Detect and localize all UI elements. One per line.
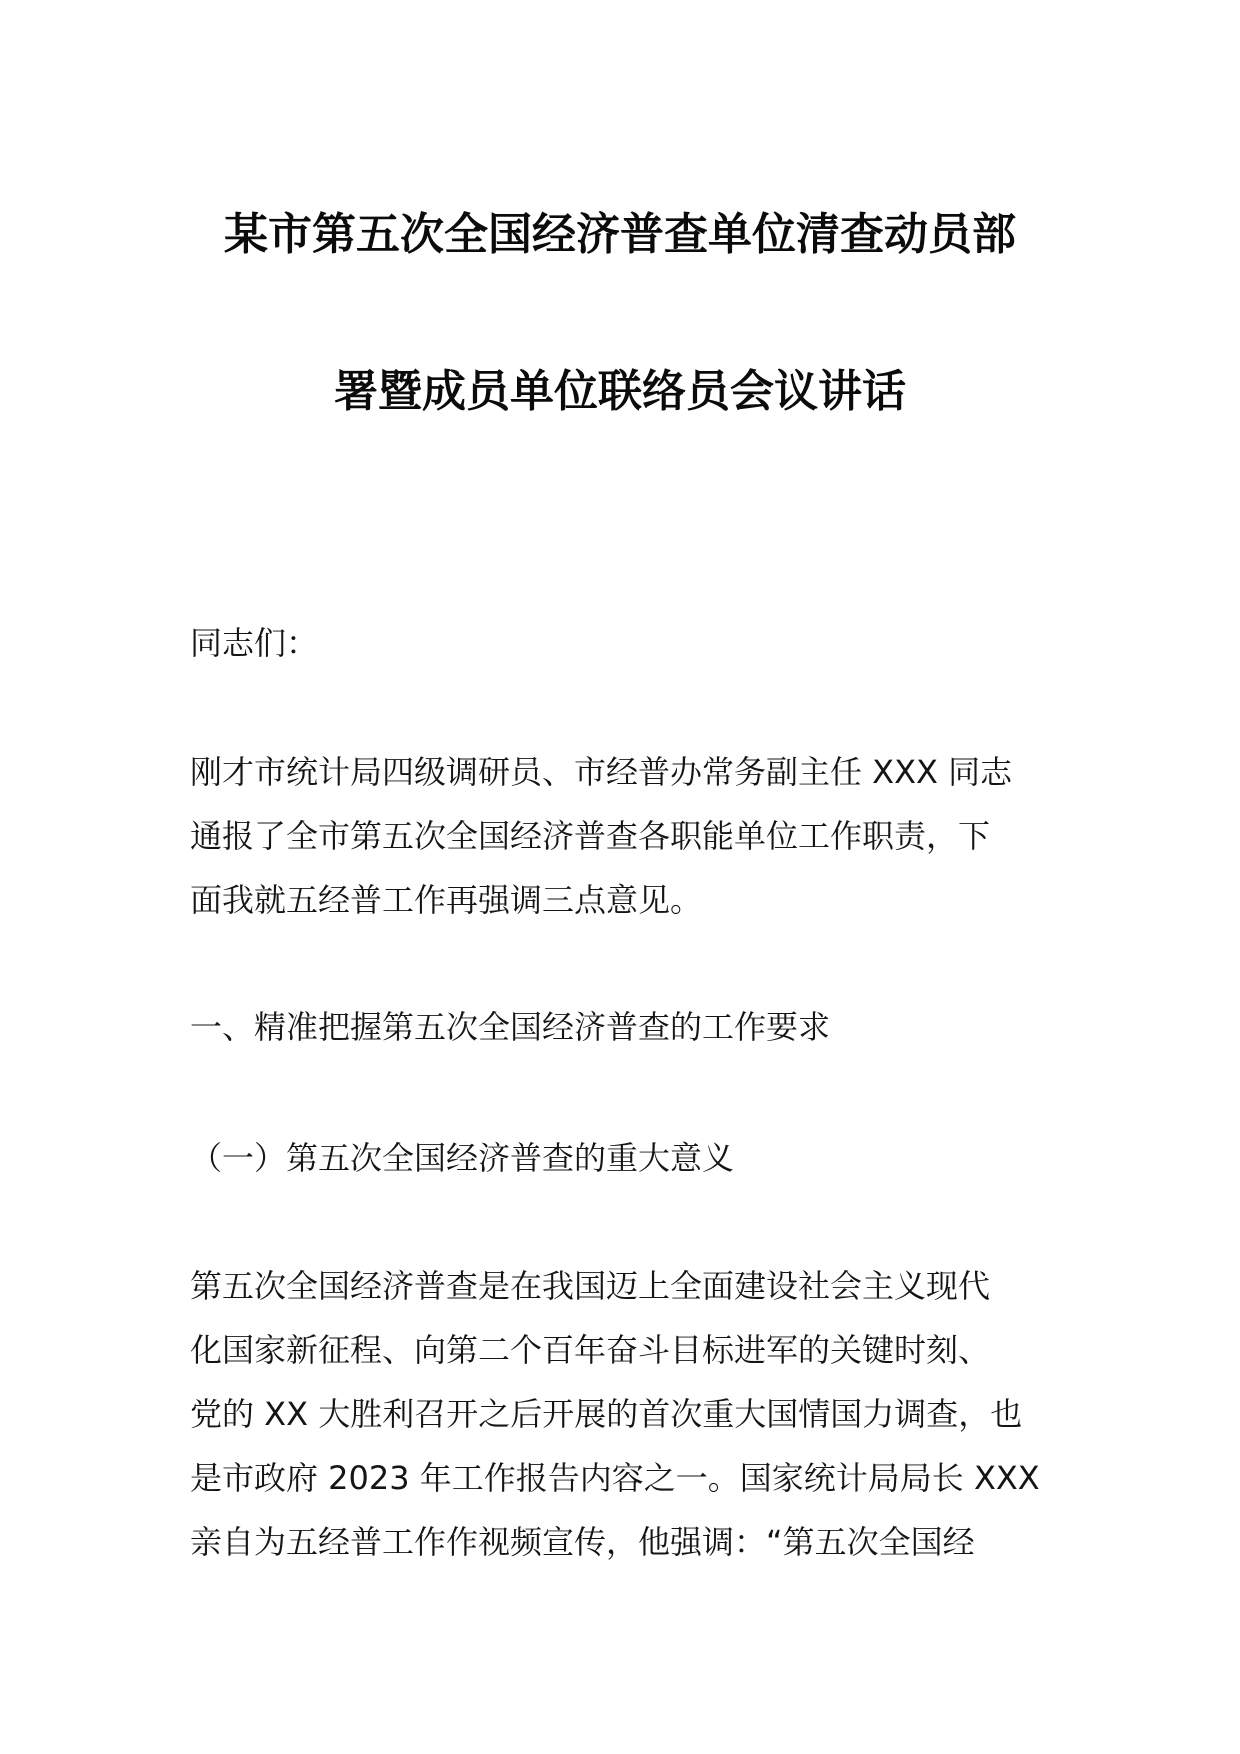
document-title-line-1: 某市第五次全国经济普查单位清查动员部 [224, 209, 1016, 260]
paragraph-2-line: 是市政府 2023 年工作报告内容之一。国家统计局局长 XXX [190, 1459, 1040, 1497]
subsection-1-heading: （一）第五次全国经济普查的重大意义 [190, 1139, 735, 1177]
paragraph-1-line: 面我就五经普工作再强调三点意见。 [190, 881, 703, 919]
paragraph-2-line: 化国家新征程、向第二个百年奋斗目标进军的关键时刻、 [190, 1331, 991, 1369]
paragraph-2-line: 党的 XX 大胜利召开之后开展的首次重大国情国力调查，也 [190, 1395, 1023, 1433]
paragraph-2-line: 第五次全国经济普查是在我国迈上全面建设社会主义现代 [190, 1267, 991, 1305]
paragraph-2 [190, 1254, 1060, 1574]
document-title-line-2: 署暨成员单位联络员会议讲话 [334, 366, 906, 417]
paragraph-1-line: 刚才市统计局四级调研员、市经普办常务副主任 XXX 同志 [190, 753, 1013, 791]
section-1-heading: 一、精准把握第五次全国经济普查的工作要求 [190, 1008, 831, 1046]
paragraph-1 [190, 740, 1060, 932]
paragraph-1-line: 通报了全市第五次全国经济普查各职能单位工作职责，下 [190, 817, 991, 855]
greeting: 同志们： [190, 624, 319, 662]
paragraph-2-line: 亲自为五经普工作作视频宣传，他强调：“第五次全国经 [190, 1523, 975, 1561]
